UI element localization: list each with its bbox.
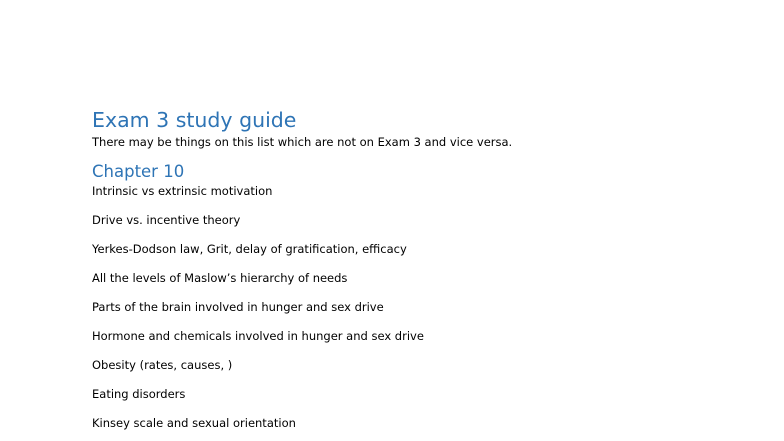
list-item: Obesity (rates, causes, ) [92,358,233,372]
list-item: All the levels of Maslow’s hierarchy of needs [92,271,348,285]
list-item: Intrinsic vs extrinsic motivation [92,184,273,198]
disclaimer-text: There may be things on this list which are not on Exam 3 and vice versa. [92,135,513,149]
list-item: Eating disorders [92,387,186,401]
list-item: Parts of the brain involved in hunger and sex drive [92,300,384,314]
topic-list [92,183,424,441]
list-item: Yerkes-Dodson law, Grit, delay of gratification, efficacy [92,242,407,256]
chapter-heading: Chapter 10 [92,162,185,181]
page-title: Exam 3 study guide [92,108,297,132]
list-item: Drive vs. incentive theory [92,213,241,227]
list-item: Kinsey scale and sexual orientation [92,416,296,430]
list-item: Hormone and chemicals involved in hunger and sex drive [92,329,424,343]
